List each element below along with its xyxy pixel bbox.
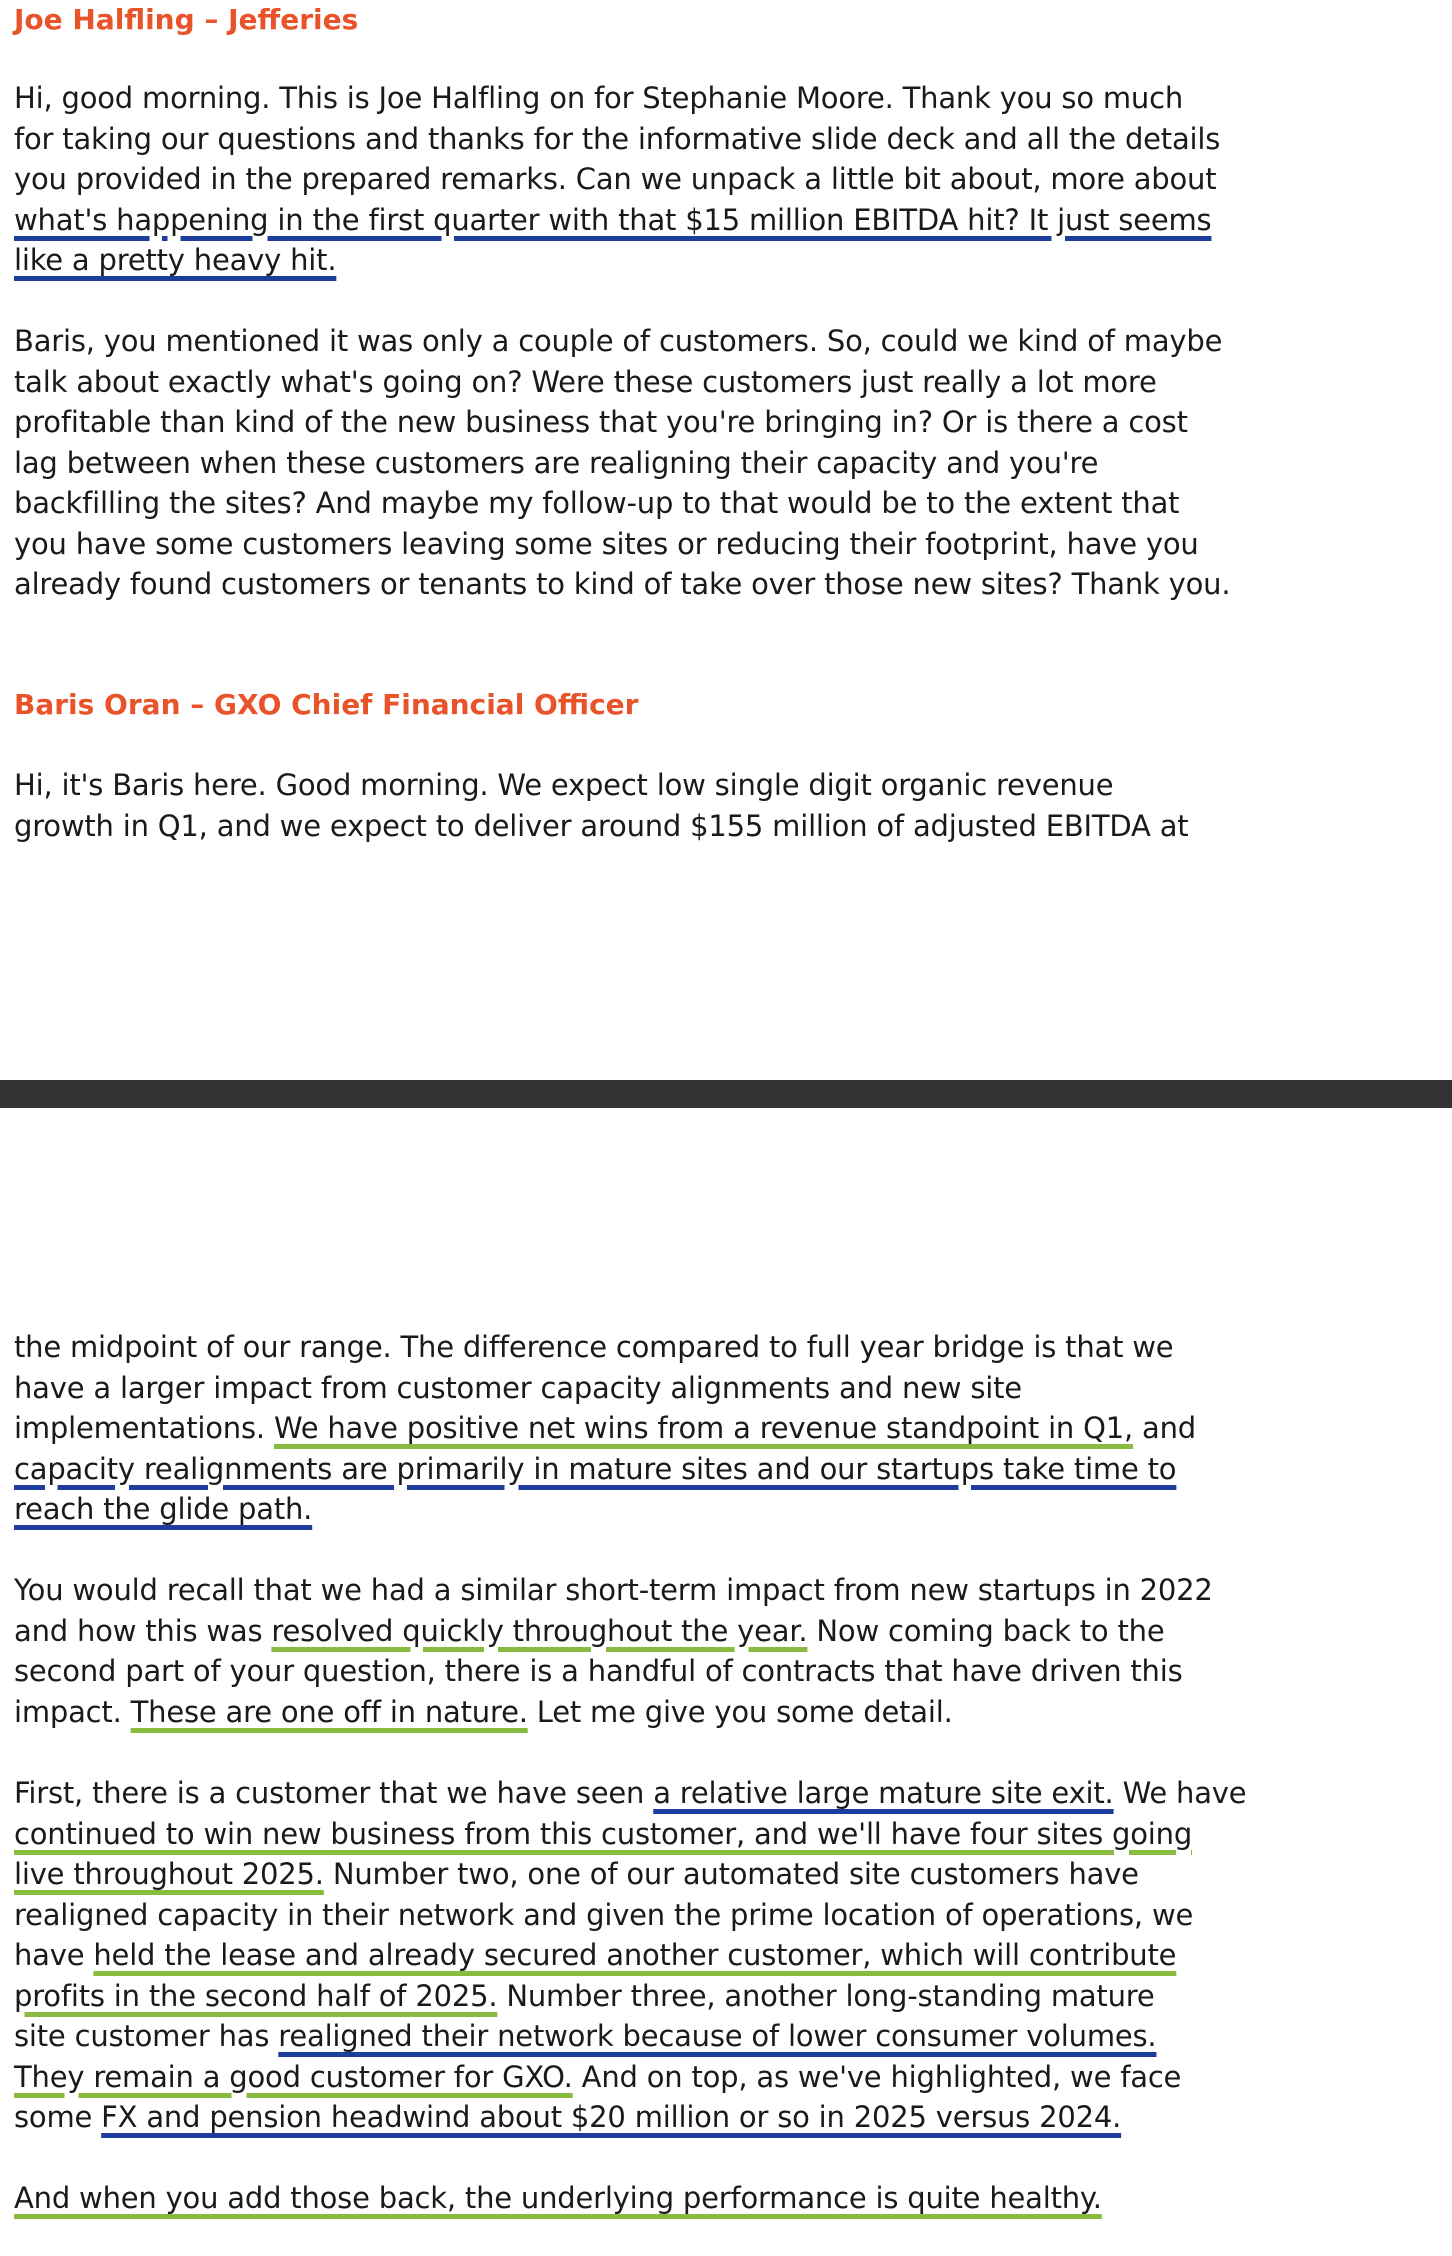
- text-line: [14, 1408, 1439, 1449]
- answer-paragraph-2: [14, 1570, 1439, 1732]
- blue-underline-highlight: reach the glide path.: [14, 1492, 313, 1526]
- text-line: [14, 443, 1439, 484]
- text-line: [14, 2016, 1439, 2057]
- text-segment: second part of your question, there is a handful of contracts that have driven this: [14, 1654, 1183, 1688]
- text-line: [14, 402, 1439, 443]
- text-segment: Number two, one of our automated site customers have: [323, 1857, 1139, 1891]
- green-underline-highlight: We have positive net wins from a revenue standpoint in Q1,: [273, 1411, 1134, 1445]
- text-segment: profitable than kind of the new business that you're bringing in? Or is there a cost: [14, 405, 1188, 439]
- text-segment: have: [14, 1938, 94, 1972]
- text-segment: for taking our questions and thanks for the informative slide deck and all the details: [14, 121, 1221, 156]
- blue-underline-highlight: like a pretty heavy hit.: [14, 243, 337, 277]
- text-segment: some: [14, 2100, 102, 2134]
- blue-underline-highlight: capacity realignments are primarily in mature sites and our startups take time to: [14, 1451, 1177, 1486]
- blue-underline-highlight: realigned their network because of lower consumer volumes.: [278, 2019, 1157, 2053]
- green-underline-highlight: held the lease and already secured another customer, which will contribute: [93, 1938, 1177, 1972]
- page-break-bar: [0, 1080, 1452, 1108]
- text-line: [14, 806, 1439, 847]
- answer-paragraph-4: [14, 2178, 1439, 2219]
- text-segment: you provided in the prepared remarks. Can we unpack a little bit about, more about: [14, 162, 1217, 196]
- text-line: [14, 1327, 1439, 1368]
- green-underline-highlight: profits in the second half of 2025.: [14, 1978, 498, 2013]
- text-line: [14, 765, 1439, 806]
- text-line: [14, 1976, 1439, 2017]
- text-segment: site customer has: [14, 2019, 279, 2053]
- text-segment: have a larger impact from customer capacity alignments and new site: [14, 1370, 1022, 1405]
- text-segment: We have: [1113, 1776, 1247, 1810]
- text-line: [14, 2057, 1439, 2098]
- text-line: [14, 564, 1439, 605]
- speaker-name-analyst: Joe Halfling – Jefferies: [14, 3, 359, 36]
- text-segment: and how this was: [14, 1613, 272, 1648]
- text-segment: lag between when these customers are realigning their capacity and you're: [14, 445, 1099, 480]
- text-segment: Hi, it's Baris here. Good morning. We expect low single digit organic revenue: [14, 768, 1114, 802]
- green-underline-highlight: live throughout 2025.: [14, 1857, 324, 1891]
- text-segment: backfilling the sites? And maybe my follow-up to that would be to the extent that: [14, 486, 1180, 520]
- green-underline-highlight: resolved quickly throughout the year.: [271, 1613, 808, 1648]
- text-segment: Let me give you some detail.: [527, 1694, 953, 1729]
- text-line: [14, 240, 1439, 281]
- answer-paragraph-3: [14, 1773, 1439, 2138]
- text-line: [14, 1692, 1439, 1733]
- text-line: [14, 1449, 1439, 1490]
- question-paragraph-2: [14, 321, 1439, 605]
- green-underline-highlight: These are one off in nature.: [130, 1694, 528, 1729]
- text-line: [14, 483, 1439, 524]
- answer-paragraph-1-continued: [14, 1327, 1439, 1530]
- speaker-name-cfo: Baris Oran – GXO Chief Financial Officer: [14, 688, 639, 721]
- text-line: [14, 1611, 1439, 1652]
- text-segment: implementations.: [14, 1411, 274, 1445]
- text-segment: and: [1133, 1411, 1197, 1445]
- green-underline-highlight: continued to win new business from this customer, and we'll have four sites going: [14, 1816, 1193, 1851]
- text-line: [14, 1368, 1439, 1409]
- text-line: [14, 1854, 1439, 1895]
- text-line: [14, 1935, 1439, 1976]
- text-segment: First, there is a customer that we have seen: [14, 1776, 654, 1810]
- text-segment: And on top, as we've highlighted, we face: [572, 2059, 1182, 2094]
- text-line: [14, 2097, 1439, 2138]
- text-line: [14, 321, 1439, 362]
- text-line: [14, 159, 1439, 200]
- text-line: [14, 2178, 1439, 2219]
- answer-paragraph-1-start: [14, 765, 1439, 846]
- text-segment: Baris, you mentioned it was only a couple of customers. So, could we kind of maybe: [14, 324, 1223, 358]
- text-segment: already found customers or tenants to kind of take over those new sites? Thank you.: [14, 567, 1231, 601]
- text-segment: talk about exactly what's going on? Were these customers just really a lot more: [14, 364, 1157, 399]
- transcript-page-bottom: [0, 1108, 1452, 2256]
- text-line: [14, 1651, 1439, 1692]
- text-segment: Now coming back to the: [807, 1613, 1165, 1648]
- blue-underline-highlight: what's happening in the first quarter with that $15 million EBITDA hit? It just seems: [14, 202, 1212, 237]
- text-line: [14, 1570, 1439, 1611]
- text-segment: You would recall that we had a similar short-term impact from new startups in 2022: [14, 1573, 1213, 1607]
- question-paragraph-1: [14, 78, 1439, 281]
- text-line: [14, 362, 1439, 403]
- text-segment: growth in Q1, and we expect to deliver around $155 million of adjusted EBITDA at: [14, 808, 1189, 843]
- text-segment: impact.: [14, 1694, 131, 1729]
- blue-underline-highlight: FX and pension headwind about $20 million or so in 2025 versus 2024.: [101, 2100, 1122, 2134]
- text-line: [14, 1895, 1439, 1936]
- green-underline-highlight: And when you add those back, the underlying performance is quite healthy.: [14, 2181, 1102, 2215]
- text-segment: the midpoint of our range. The difference compared to full year bridge is that we: [14, 1330, 1174, 1364]
- text-segment: you have some customers leaving some sites or reducing their footprint, have you: [14, 526, 1199, 561]
- text-line: [14, 119, 1439, 160]
- text-line: [14, 1489, 1439, 1530]
- text-line: [14, 78, 1439, 119]
- text-segment: realigned capacity in their network and given the prime location of operations, we: [14, 1897, 1194, 1932]
- transcript-page-top: [0, 0, 1452, 1080]
- text-line: [14, 200, 1439, 241]
- text-segment: Hi, good morning. This is Joe Halfling on for Stephanie Moore. Thank you so much: [14, 81, 1184, 115]
- text-line: [14, 1773, 1439, 1814]
- green-underline-highlight: They remain a good customer for GXO.: [14, 2059, 573, 2094]
- text-line: [14, 1814, 1439, 1855]
- text-segment: Number three, another long-standing mature: [497, 1978, 1155, 2013]
- blue-underline-highlight: a relative large mature site exit.: [653, 1776, 1114, 1810]
- text-line: [14, 524, 1439, 565]
